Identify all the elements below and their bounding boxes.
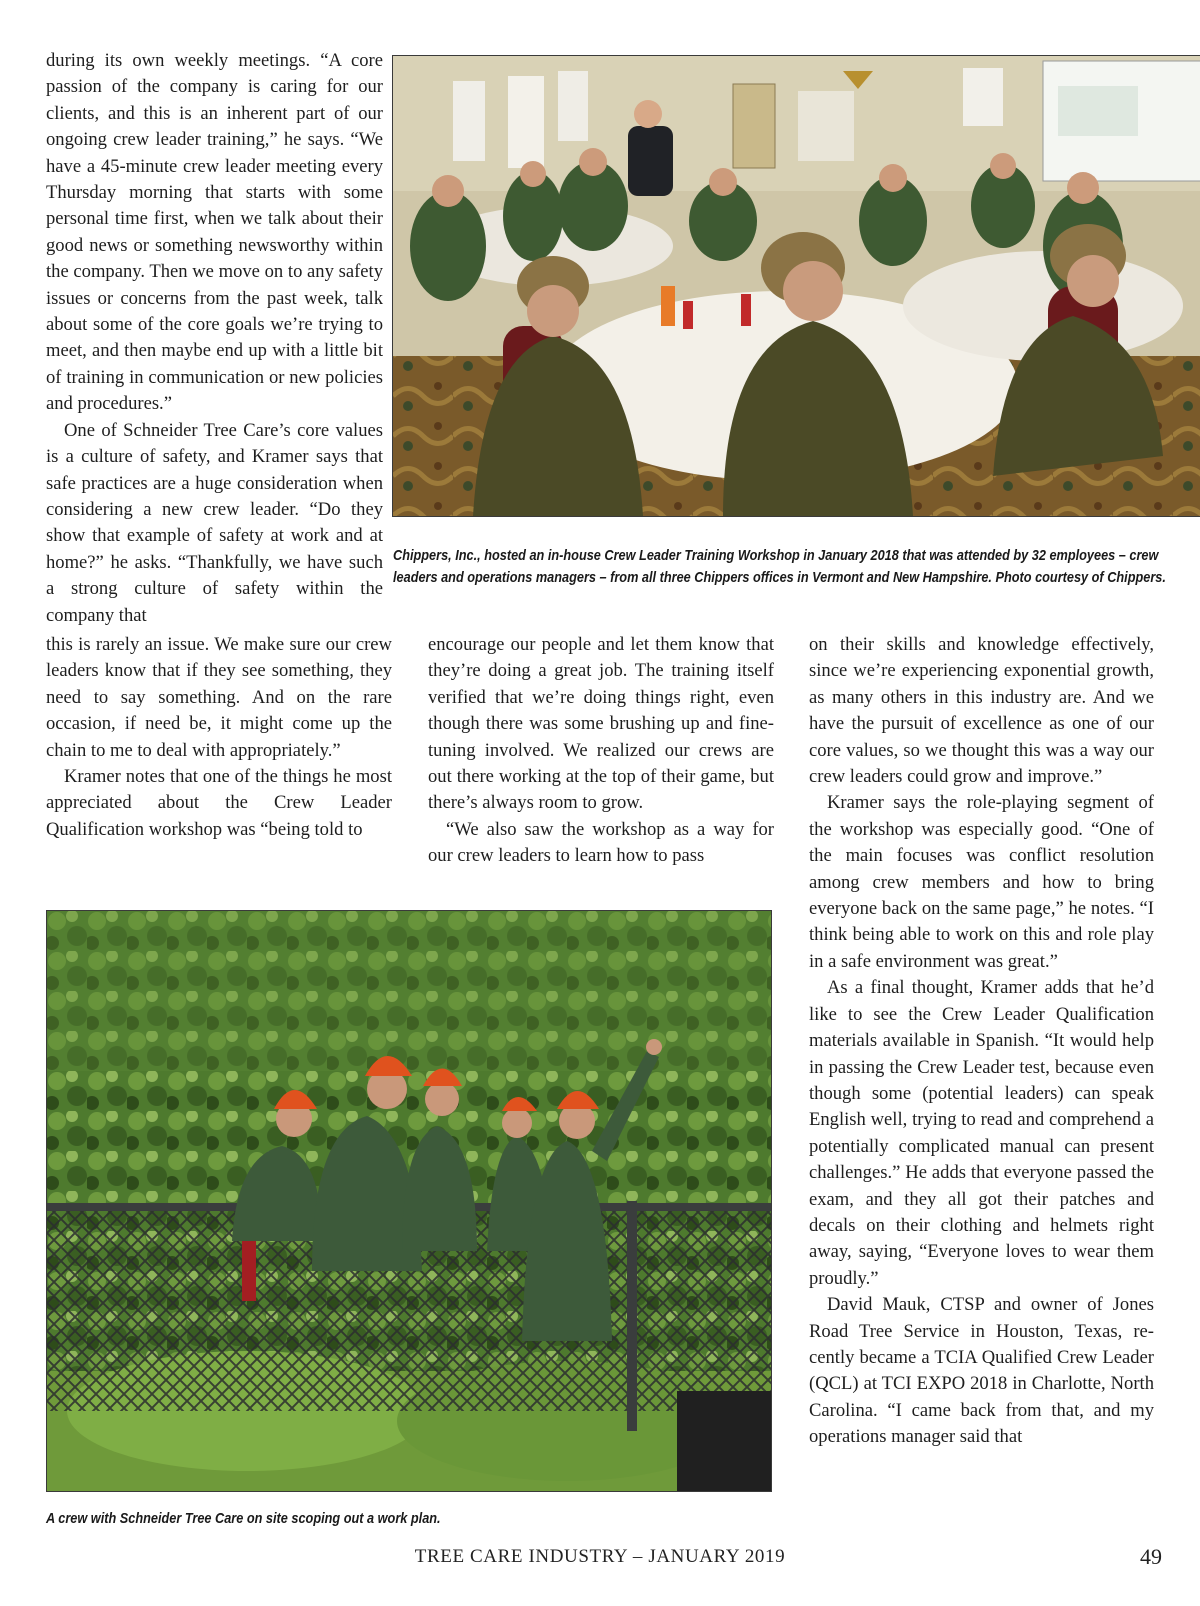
workshop-photo-caption: Chippers, Inc., hosted an in-house Crew Leader Training Workshop in January 2018 that was attended by 32 employees – crew leaders and operations managers – from all three Chippers offices in Vermont and New Hampshire. Photo courtesy of Chippers. <box>393 548 1166 586</box>
crew-photo <box>46 910 772 1492</box>
page-number: 49 <box>1140 1544 1162 1569</box>
paragraph: Kramer notes that one of the things he most appreciated about the Crew Leader Qualification workshop was “being told to <box>46 766 392 840</box>
publication-footer: TREE CARE INDUSTRY – JANUARY 2019 <box>414 1546 786 1567</box>
paragraph: David Mauk, CTSP and owner of Jones Road Tree Service in Houston, Texas, recently became a TCIA Qualified Crew Leader (QCL) at TCI EXPO 2018 in Charlotte, North Carolina. “I came back from that, and my operations manager said that <box>809 1294 1154 1448</box>
paragraph: on their skills and knowledge effectively, since we’re experiencing exponential growth, as many others in this industry are. And we have the pursuit of excellence as one of our core values, so we thought this was a way our crew leaders could grow and improve.” <box>809 634 1154 788</box>
paragraph: Kramer says the role-playing segment of the workshop was especially good. “One of the main focuses was conflict resolution among crew members and how to bring everyone back on the same page,” he notes. “I think being able to work on this and role play in a safe environment was great.” <box>809 792 1154 972</box>
paragraph: this is rarely an issue. We make sure our crew leaders know that if they see something, they need to say something. And on the rare occasion, if need be, it might come up the chain to me to deal with appropriately.” <box>46 634 392 761</box>
article-column-3 <box>809 632 1154 1451</box>
paragraph: One of Schneider Tree Care’s core values is a culture of safety, and Kramer says that safe practices are a huge consideration when considering a new crew leader. “Do they show that example of safety at work and at home?” he asks. “Thankfully, we have such a strong culture of safety within the company that <box>46 419 383 626</box>
workshop-photo <box>392 55 1200 517</box>
crew-photo-caption: A crew with Schneider Tree Care on site scoping out a work plan. <box>46 1511 441 1527</box>
paragraph: “We also saw the workshop as a way for our crew leaders to learn how to pass <box>428 818 774 867</box>
paragraph: during its own weekly meetings. “A core passion of the company is caring for our clients, and this is an inherent part of our ongoing crew leader training,” he says. “We have a 45-minute crew leader meeting every Thursday morning that starts with some personal time first, when we talk about their good news or something newsworthy within the company. Then we move on to any safety issues or concerns from the past week, talk about some of the core goals we’re trying to meet, and then maybe end up with a little bit of training in communication or new policies and procedures.” <box>46 50 383 415</box>
paragraph: encourage our people and let them know that they’re doing a great job. The training itself verified that we’re doing things right, even though there was some brushing up and fine-tuning involved. We realized our crews are out there working at the top of their game, but there’s always room to grow. <box>428 634 774 814</box>
article-column-2 <box>428 632 774 870</box>
paragraph: As a final thought, Kramer adds that he’d like to see the Crew Leader Qualification materials available in Spanish. “It would help in passing the Crew Leader test, because even though some (potential leaders) can speak English well, trying to read and comprehend a potentially complicated manual can present challenges.” He adds that everyone passed the exam, and they all got their patches and decals on their clothing and helmets right away, saying, “Everyone loves to wear them proudly.” <box>809 977 1154 1289</box>
article-column-1-lower <box>46 632 392 843</box>
article-column-1-upper <box>46 48 383 629</box>
